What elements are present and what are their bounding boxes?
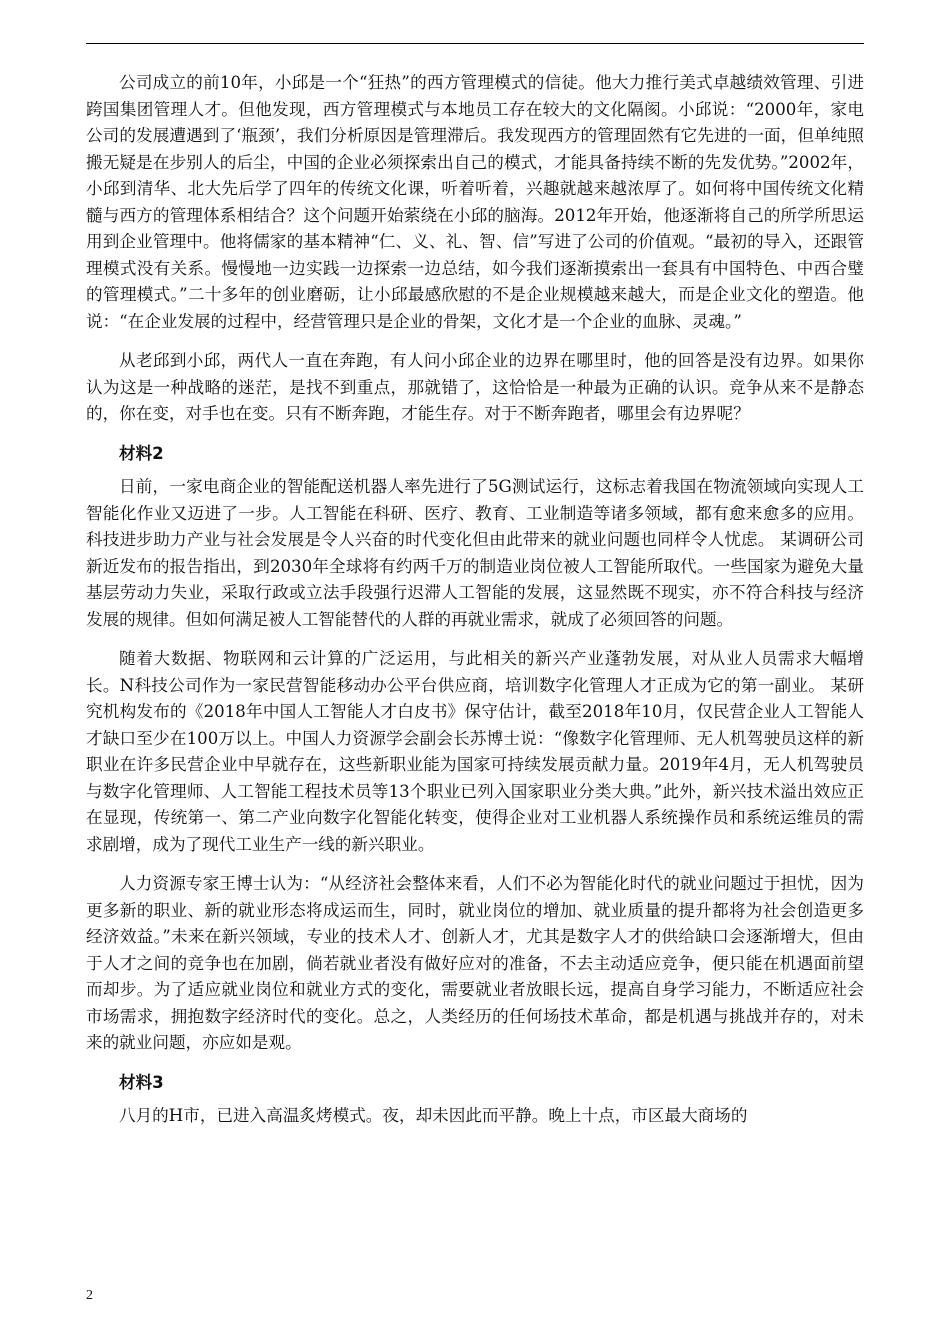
paragraph-ai-robot: 日前，一家电商企业的智能配送机器人率先进行了5G测试运行，这标志着我国在物流领域向实现人工智能化作业又迈进了一步。人工智能在科研、医疗、教育、工业制造等诸多领域，都有愈来愈多的应用。科技进步助力产业与社会发展是令人兴奋的时代变化但由此带来的就业问题也同样令人忧虑。 某调研公司新近发布的报告指出，到2030年全球将有约两千万的制造业岗位被人工智能所取代。一些国家为避免大量基层劳动力失业，采取行政或立法手段强行迟滞人工智能的发展，这显然既不现实，亦不符合科技与经济发展的规律。但如何满足被人工智能替代的人群的再就业需求，就成了必须回答的问题。 bbox=[86, 477, 864, 629]
header-rule bbox=[86, 43, 864, 44]
paragraph-no-boundary: 从老邱到小邱，两代人一直在奔跑，有人问小邱企业的边界在哪里时，他的回答是没有边界。如果你认为这是一种战略的迷茫，是找不到重点，那就错了，这恰恰是一种最为正确的认识。竞争从来不是静态的，你在变，对手也在变。只有不断奔跑，才能生存。对于不断奔跑者，哪里会有边界呢？ bbox=[86, 351, 864, 423]
section-heading-material-3: 材料3 bbox=[119, 1072, 164, 1092]
paragraph-expert-view: 人力资源专家王博士认为：“从经济社会整体来看，人们不必为智能化时代的就业问题过于担忧，因为更多新的职业、新的就业形态将成运而生，同时，就业岗位的增加、就业质量的提升都将为社会创造更多经济效益。”未来在新兴领域，专业的技术人才、创新人才，尤其是数字人才的供给缺口会逐渐增大，但由于人才之间的竞争也在加剧，倘若就业者没有做好应对的准备，不去主动适应竞争，便只能在机遇面前望而却步。为了适应就业岗位和就业方式的变化，需要就业者放眼长远，提高自身学习能力，不断适应社会市场需求，拥抱数字经济时代的变化。总之，人类经历的任何场技术革命，都是机遇与挑战并存的，对未来的就业问题，亦应如是观。 bbox=[86, 874, 864, 1052]
paragraph-h-city: 八月的H市，已进入高温炙烤模式。夜，却未因此而平静。晚上十点，市区最大商场的 bbox=[119, 1106, 748, 1125]
paragraph-new-industries: 随着大数据、物联网和云计算的广泛运用，与此相关的新兴产业蓬勃发展，对从业人员需求大幅增长。N科技公司作为一家民营智能移动办公平台供应商，培训数字化管理人才正成为它的第一副业。 某研究机构发布的《2018年中国人工智能人才白皮书》保守估计，截至2018年10月，仅民营企业人工智能人才缺口至少在100万以上。中国人力资源学会副会长苏博士说：“像数字化管理师、无人机驾驶员这样的新职业在许多民营企业中早就存在，这些新职业能为国家可持续发展贡献力量。2019年4月，无人机驾驶员与数字化管理师、人工智能工程技术员等13个职业已列入国家职业分类大典。”此外，新兴技术溢出效应正在显现，传统第一、第二产业向数字化智能化转变，使得企业对工业机器人系统操作员和系统运维员的需求剧增，成为了现代工业生产一线的新兴职业。 bbox=[86, 649, 864, 854]
section-heading-material-2: 材料2 bbox=[119, 443, 164, 463]
document-body bbox=[86, 70, 864, 1143]
paragraph-xiaoqiu-management: 公司成立的前10年，小邱是一个“狂热”的西方管理模式的信徒。他大力推行美式卓越绩效管理、引进跨国集团管理人才。但他发现，西方管理模式与本地员工存在较大的文化隔阂。小邱说：“2000年，家电公司的发展遭遇到了‘瓶颈’，我们分析原因是管理滞后。我发现西方的管理固然有它先进的一面，但单纯照搬无疑是在步别人的后尘，中国的企业必须探索出自己的模式，才能具备持续不断的先发优势。”2002年，小邱到清华、北大先后学了四年的传统文化课，听着听着，兴趣就越来越浓厚了。如何将中国传统文化精髓与西方的管理体系相结合？这个问题开始萦绕在小邱的脑海。2012年开始，他逐渐将自己的所学所思运用到企业管理中。他将儒家的基本精神“仁、义、礼、智、信”写进了公司的价值观。“最初的导入，还跟管理模式没有关系。慢慢地一边实践一边探索一边总结，如今我们逐渐摸索出一套具有中国特色、中西合璧的管理模式。”二十多年的创业磨砺，让小邱最感欣慰的不是企业规模越来越大，而是企业文化的塑造。他说：“在企业发展的过程中，经营管理只是企业的骨架，文化才是一个企业的血脉、灵魂。” bbox=[86, 73, 864, 331]
page-number: 2 bbox=[86, 1288, 93, 1303]
